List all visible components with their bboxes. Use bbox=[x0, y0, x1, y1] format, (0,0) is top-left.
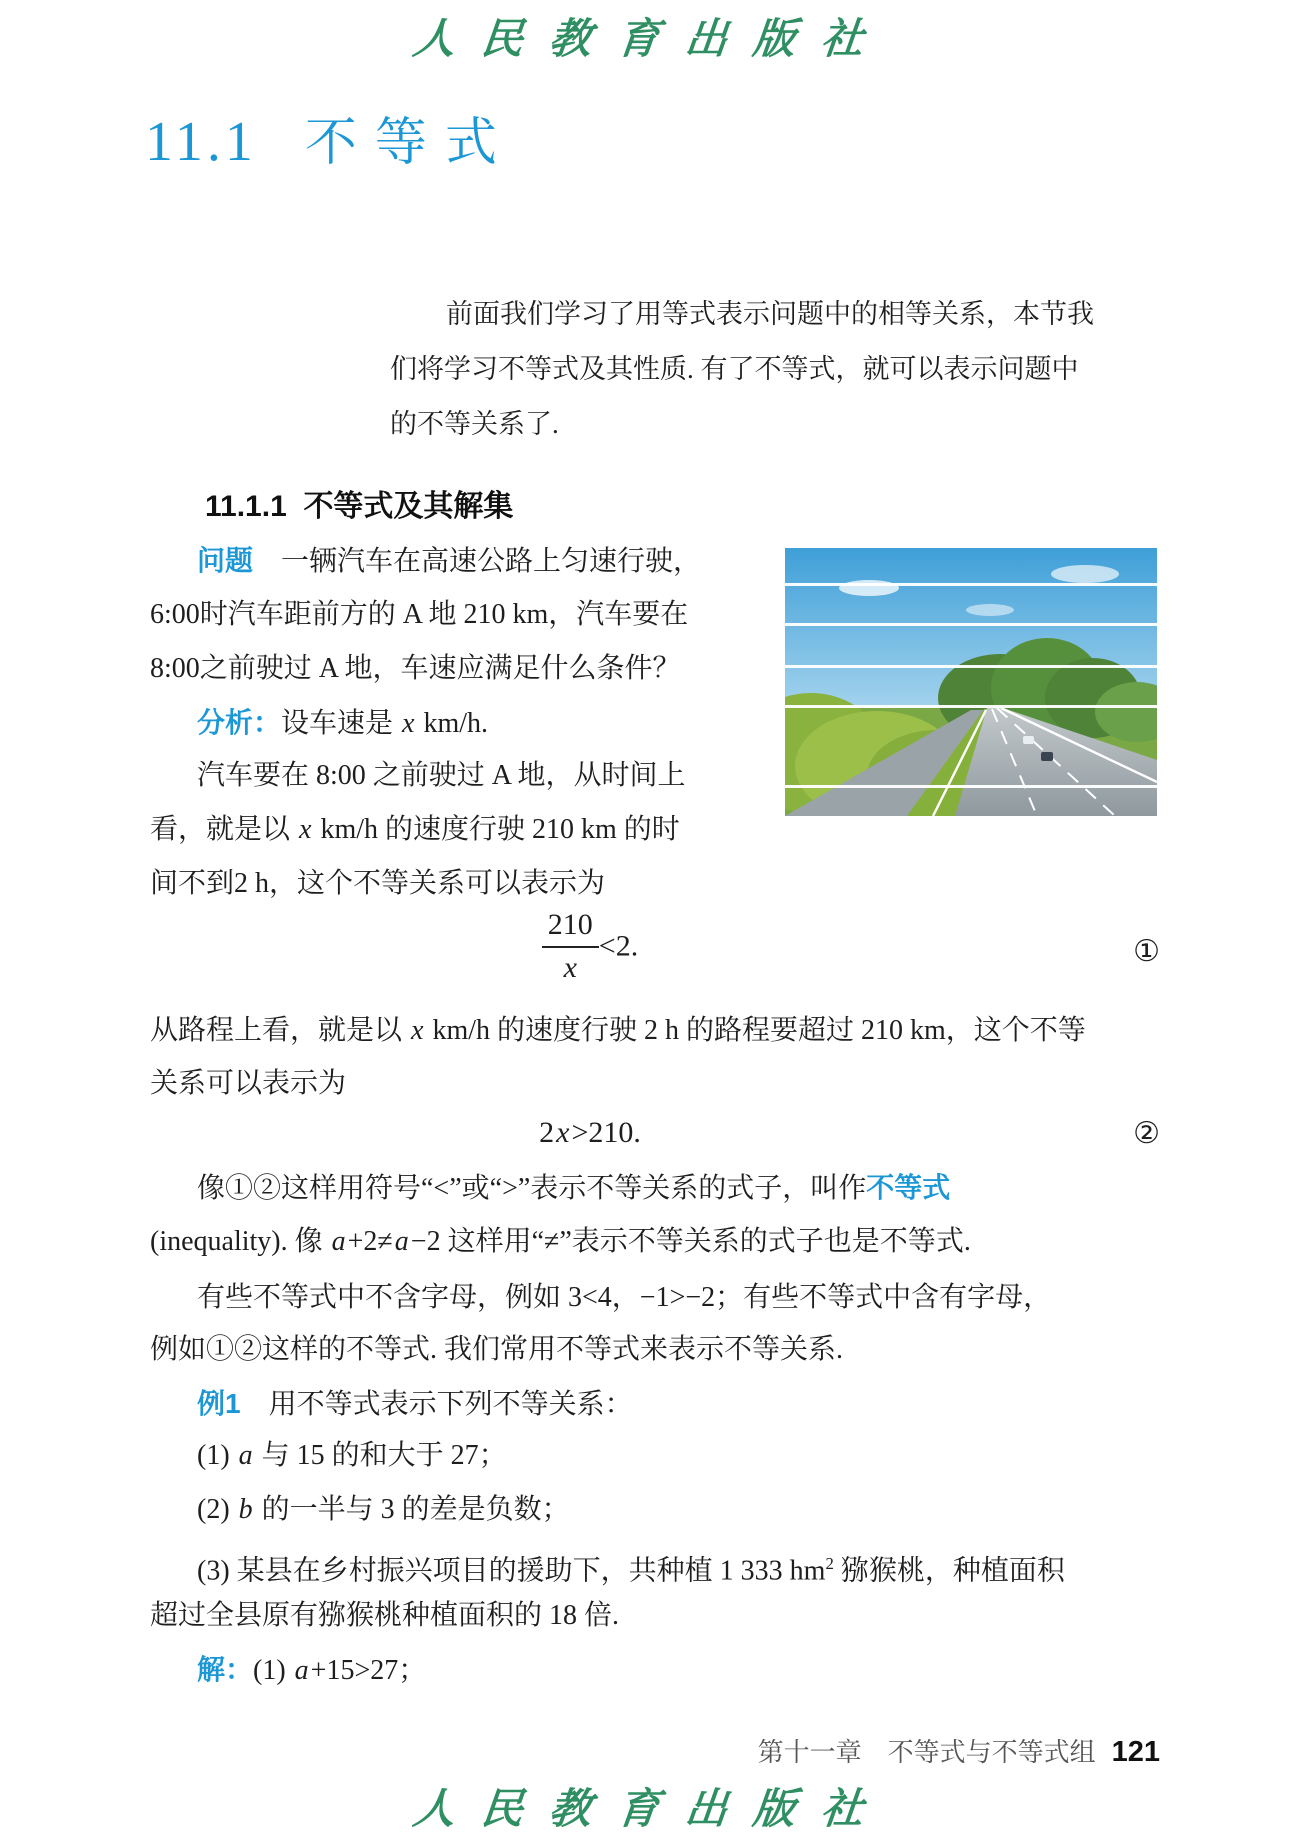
usage-line: 例如①②这样的不等式. 我们常用不等式来表示不等关系. bbox=[150, 1334, 844, 1365]
example-item-1: (1) a 与 15 的和大于 27； bbox=[197, 1440, 507, 1471]
section-name: 不等式 bbox=[304, 115, 515, 172]
page-number: 121 bbox=[1111, 1736, 1160, 1768]
example-item-3: (3) 某县在乡村振兴项目的援助下，共种植 1 333 $hm^2$ 猕猴桃，种植面积 bbox=[197, 1554, 1065, 1587]
fraction-numerator: 210 bbox=[542, 908, 599, 948]
intro-line: 的不等关系了. bbox=[390, 409, 559, 439]
section-number: 11.1 bbox=[145, 111, 257, 173]
problem-line: 问题 一辆汽车在高速公路上匀速行驶， bbox=[197, 545, 702, 577]
solution-line: 解：(1) a+15>27； bbox=[197, 1654, 427, 1686]
example-item-2: (2) b 的一半与 3 的差是负数； bbox=[197, 1494, 570, 1525]
page-footer bbox=[758, 1732, 1160, 1769]
definition-line: (inequality). 像 a+2≠a−2 这样用“≠”表示不等关系的式子也是不等式. bbox=[150, 1226, 971, 1257]
equation-tag-1: ① bbox=[1133, 935, 1160, 968]
publisher-logo-bottom: 人民教育出版社 bbox=[410, 1784, 892, 1833]
definition-line: 像①②这样用符号“<”或“>”表示不等关系的式子，叫作不等式 bbox=[197, 1172, 951, 1204]
fraction bbox=[542, 908, 599, 985]
analysis-line: 间不到2 h，这个不等关系可以表示为 bbox=[150, 868, 606, 899]
formula-expression: 2x>210. bbox=[539, 1116, 641, 1149]
equation-tag-2: ② bbox=[1133, 1117, 1160, 1150]
subsection-number: 11.1.1 bbox=[205, 490, 287, 523]
formula-distance bbox=[150, 1116, 1160, 1150]
formula-relation: <2. bbox=[598, 929, 639, 963]
chapter-label: 第十一章 不等式与不等式组 bbox=[757, 1738, 1096, 1767]
analysis-line: 看，就是以 x km/h 的速度行驶 210 km 的时 bbox=[150, 814, 680, 845]
highway-photo bbox=[785, 548, 1157, 816]
intro-line: 前面我们学习了用等式表示问题中的相等关系，本节我 bbox=[446, 299, 1094, 329]
analysis-line: 汽车要在 8:00 之前驶过 A 地，从时间上 bbox=[197, 760, 686, 791]
subsection-title: 不等式及其解集 bbox=[303, 490, 514, 523]
intro-line: 们将学习不等式及其性质. 有了不等式，就可以表示问题中 bbox=[390, 354, 1079, 384]
publisher-logo-top: 人民教育出版社 bbox=[410, 14, 892, 63]
example-heading: 例1 用不等式表示下列不等关系： bbox=[197, 1388, 633, 1420]
highway-photo-art bbox=[785, 548, 1157, 816]
fraction-denominator: x bbox=[563, 950, 577, 984]
distance-line: 关系可以表示为 bbox=[150, 1068, 347, 1099]
example-item-3-cont: 超过全县原有猕猴桃种植面积的 18 倍. bbox=[150, 1600, 620, 1631]
distance-line: 从路程上看，就是以 x km/h 的速度行驶 2 h 的路程要超过 210 km，这个不等 bbox=[150, 1015, 1086, 1046]
formula-time bbox=[150, 908, 1160, 985]
page-title bbox=[145, 100, 515, 175]
problem-line: 6:00时汽车距前方的 A 地 210 km，汽车要在 bbox=[150, 599, 689, 630]
subsection-heading bbox=[205, 489, 513, 525]
problem-line: 8:00之前驶过 A 地，车速应满足什么条件？ bbox=[150, 653, 681, 684]
analysis-line: 分析：设车速是 x km/h. bbox=[197, 707, 489, 739]
usage-line: 有些不等式中不含字母，例如 3<4，−1>−2；有些不等式中含有字母， bbox=[197, 1282, 1052, 1313]
